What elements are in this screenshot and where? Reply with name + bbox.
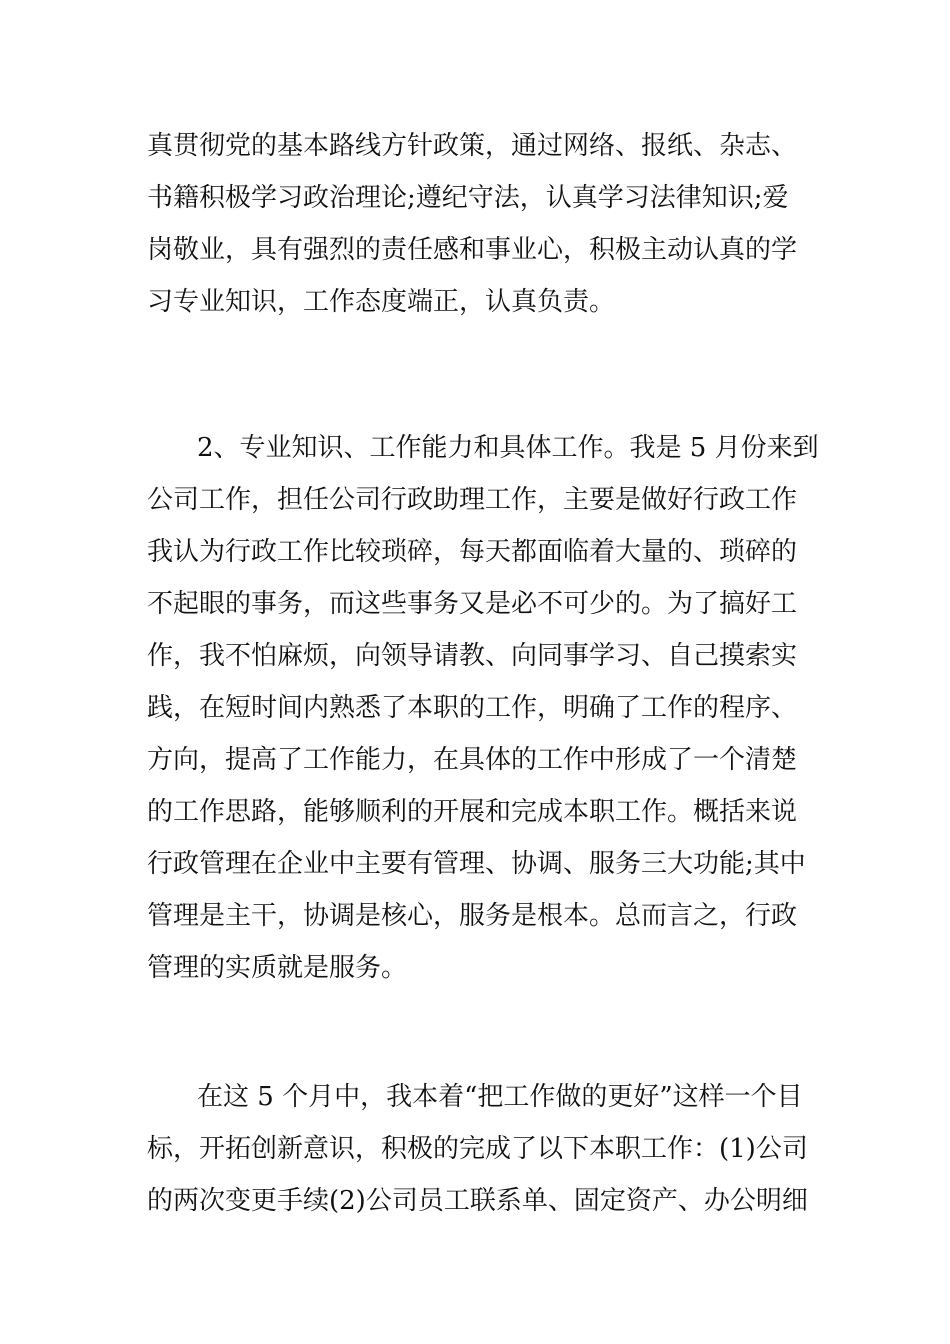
paragraph-five-months-work: [147, 1071, 817, 1227]
paragraph-line: 公司工作，担任公司行政助理工作，主要是做好行政工作: [147, 485, 798, 515]
paragraph-line: 书籍积极学习政治理论;遵纪守法，认真学习法律知识;爱: [147, 183, 789, 213]
paragraph-line: 管理的实质就是服务。: [147, 953, 408, 983]
paragraph-line: 岗敬业，具有强烈的责任感和事业心，积极主动认真的学: [147, 235, 798, 265]
paragraph-line: 不起眼的事务，而这些事务又是必不可少的。为了搞好工: [147, 589, 798, 619]
paragraph-line: 真贯彻党的基本路线方针政策，通过网络、报纸、杂志、: [147, 131, 798, 161]
paragraph-line: 行政管理在企业中主要有管理、协调、服务三大功能;其中: [147, 849, 806, 879]
paragraph-line: 作，我不怕麻烦，向领导请教、向同事学习、自己摸索实: [147, 641, 798, 671]
paragraph-line: 的两次变更手续(2)公司员工联系单、固定资产、办公明细: [147, 1186, 808, 1216]
paragraph-line: 在这 5 个月中，我本着“把工作做的更好”这样一个目: [197, 1082, 803, 1112]
paragraph-line: 习专业知识，工作态度端正，认真负责。: [147, 287, 616, 317]
paragraph-line: 我认为行政工作比较琐碎，每天都面临着大量的、琐碎的: [147, 537, 798, 567]
paragraph-line: 标，开拓创新意识，积极的完成了以下本职工作：(1)公司: [147, 1134, 808, 1164]
paragraph-line: 践，在短时间内熟悉了本职的工作，明确了工作的程序、: [147, 693, 798, 723]
paragraph-line: 的工作思路，能够顺利的开展和完成本职工作。概括来说: [147, 797, 798, 827]
paragraph-professional-knowledge: [147, 422, 817, 994]
paragraph-line: 2、专业知识、工作能力和具体工作。我是 5 月份来到: [197, 433, 819, 463]
paragraph-political-study: [147, 120, 817, 328]
paragraph-line: 方向，提高了工作能力，在具体的工作中形成了一个清楚: [147, 745, 798, 775]
paragraph-line: 管理是主干，协调是核心，服务是根本。总而言之，行政: [147, 901, 798, 931]
